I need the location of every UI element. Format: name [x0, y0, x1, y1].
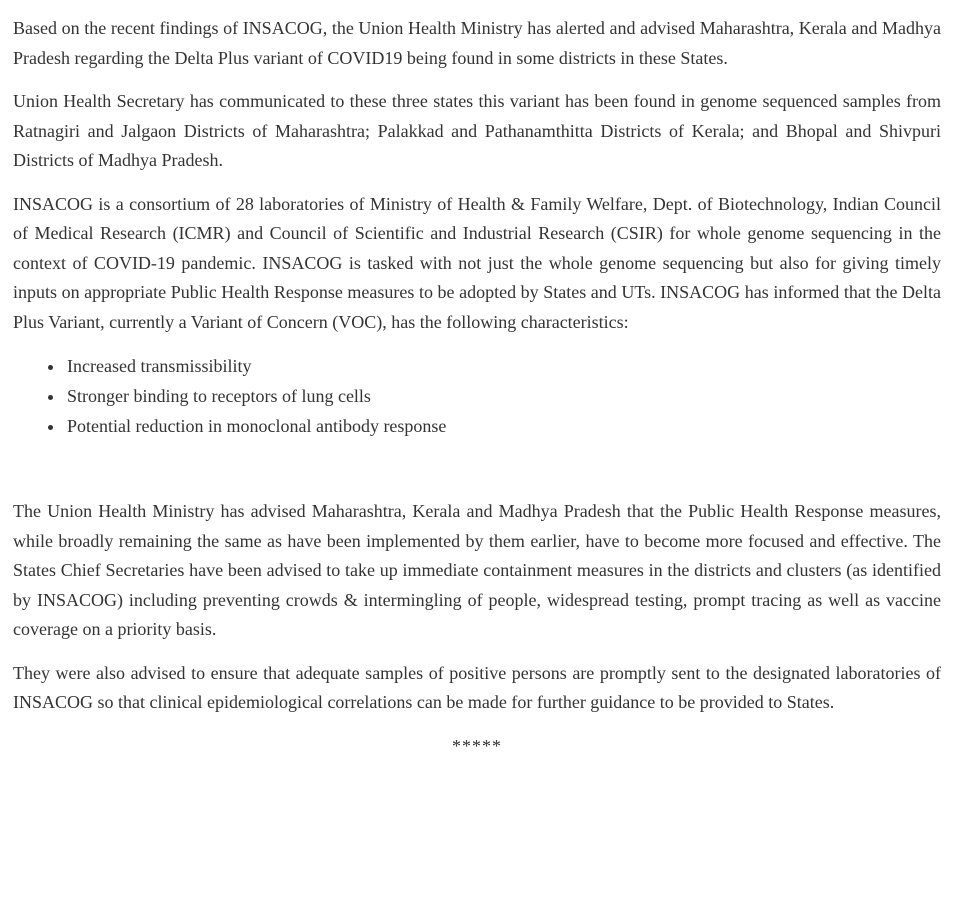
paragraph-samples: They were also advised to ensure that adequate samples of positive persons are promptly sent to the designated laboratories of INSACOG so that clinical epidemiological correlations can be made for further guidance to be provided to States. [13, 662, 941, 712]
spacer [13, 441, 941, 497]
paragraph-advisory: The Union Health Ministry has advised Maharashtra, Kerala and Madhya Pradesh that the Public Health Response measures, while broadly remaining the same as have been implemented by them earlier, have to become more focused and effective. The States Chief Secretaries have been advised to take up immediate containment measures in the districts and clusters (as identified by INSACOG) including preventing crowds & intermingling of people, widespread testing, prompt tracing as well as vaccine coverage on a priority basis. [13, 501, 941, 639]
list-item: • Stronger binding to receptors of lung cells [65, 381, 941, 411]
paragraph-insacog: INSACOG is a consortium of 28 laboratories of Ministry of Health & Family Welfare, Dept. of Biotechnology, Indian Council of Medical Research (ICMR) and Council of Scientific and Industrial Research (CSIR) for whole genome sequencing in the context of COVID-19 pandemic. INSACOG is tasked with not just the whole genome sequencing but also for giving timely inputs on appropriate Public Health Response measures to be adopted by States and UTs. INSACOG has informed that the Delta Plus Variant, currently a Variant of Concern (VOC), has the following characteristics: [13, 193, 941, 332]
list-item: • Potential reduction in monoclonal antibody response [65, 411, 941, 441]
paragraph-districts: Union Health Secretary has communicated to these three states this variant has been found in genome sequenced samples from Ratnagiri and Jalgaon Districts of Maharashtra; Palakkad and Pathanamthitta Districts of Kerala; and Bhopal and Shivpuri Districts of Madhya Pradesh. [13, 91, 941, 170]
paragraph-findings: Based on the recent findings of INSACOG, the Union Health Ministry has alerted and advised Maharashtra, Kerala and Madhya Pradesh regarding the Delta Plus variant of COVID19 being found in some districts in these States. [13, 18, 941, 68]
end-marker: ***** [452, 735, 502, 756]
list-item: • Increased transmissibility [65, 351, 941, 381]
characteristics-list [13, 351, 941, 441]
